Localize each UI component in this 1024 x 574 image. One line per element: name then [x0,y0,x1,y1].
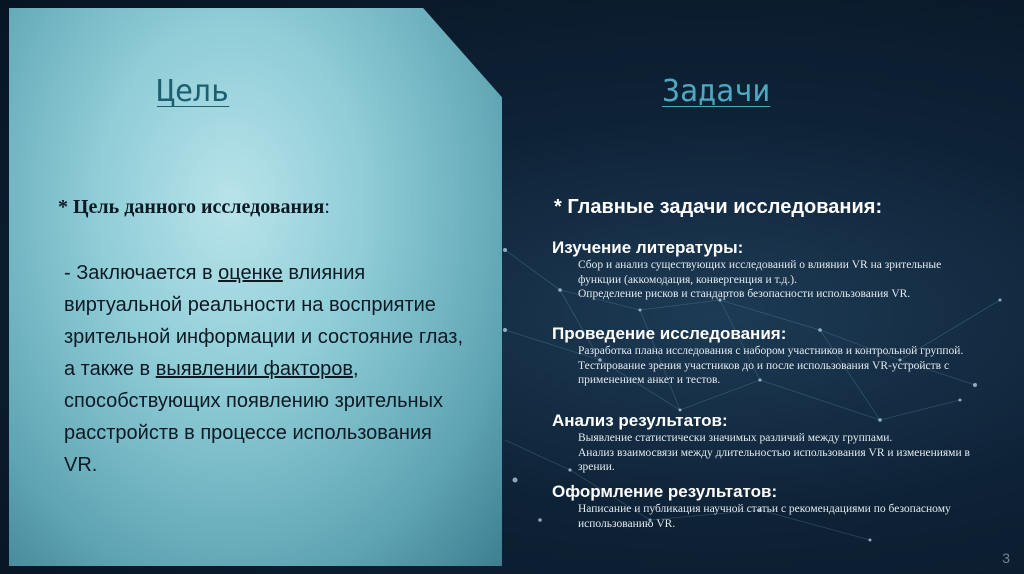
task-research [552,324,972,388]
goal-text-part1: - Заключается в [64,262,219,284]
task-title: Проведение исследования: [552,324,787,343]
task-description: Тестирование зрения участников до и после использования VR-устройств с применением анкет и тестов. [578,359,950,386]
goal-text-link-assessment: оценке [218,262,283,284]
goal-title: Цель [157,74,230,109]
task-description: Анализ взаимосвязи между длительностью использования VR и изменениями в зрении. [578,446,970,473]
goal-heading [58,196,330,219]
goal-text-part2: влияния виртуальной реальности на восприятие зрительной информации и состояние глаз, а также в [64,262,464,380]
tasks-heading: * Главные задачи исследования: [554,196,883,218]
task-title: Оформление результатов: [552,482,778,501]
goal-heading-colon: : [324,196,330,218]
task-publication [552,482,972,531]
goal-text-part3: , способствующих появлению зрительных расстройств в процессе использования VR. [64,358,443,476]
task-description: Сбор и анализ существующих исследований о влиянии VR на зрительные функции (аккомодация, конвергенция и т.д.). [578,259,942,286]
goal-text [64,257,464,481]
task-literature [552,238,972,302]
page-number: 3 [1002,550,1010,566]
task-description: Разработка плана исследования с набором участников и контрольной группой. [578,345,964,357]
goal-heading-bold: * Цель данного исследования [58,196,325,218]
task-title: Анализ результатов: [552,411,728,430]
task-description: Выявление статистически значимых различий между группами. [578,432,893,444]
task-description: Определение рисков и стандартов безопасности использования VR. [578,288,911,300]
task-title: Изучение литературы: [552,238,744,257]
goal-text-link-factors: выявлении факторов [155,358,353,380]
tasks-title: Задачи [662,74,771,109]
task-analysis [552,411,972,475]
task-description: Написание и публикация научной статьи с рекомендациями по безопасному использованию VR. [578,503,951,530]
